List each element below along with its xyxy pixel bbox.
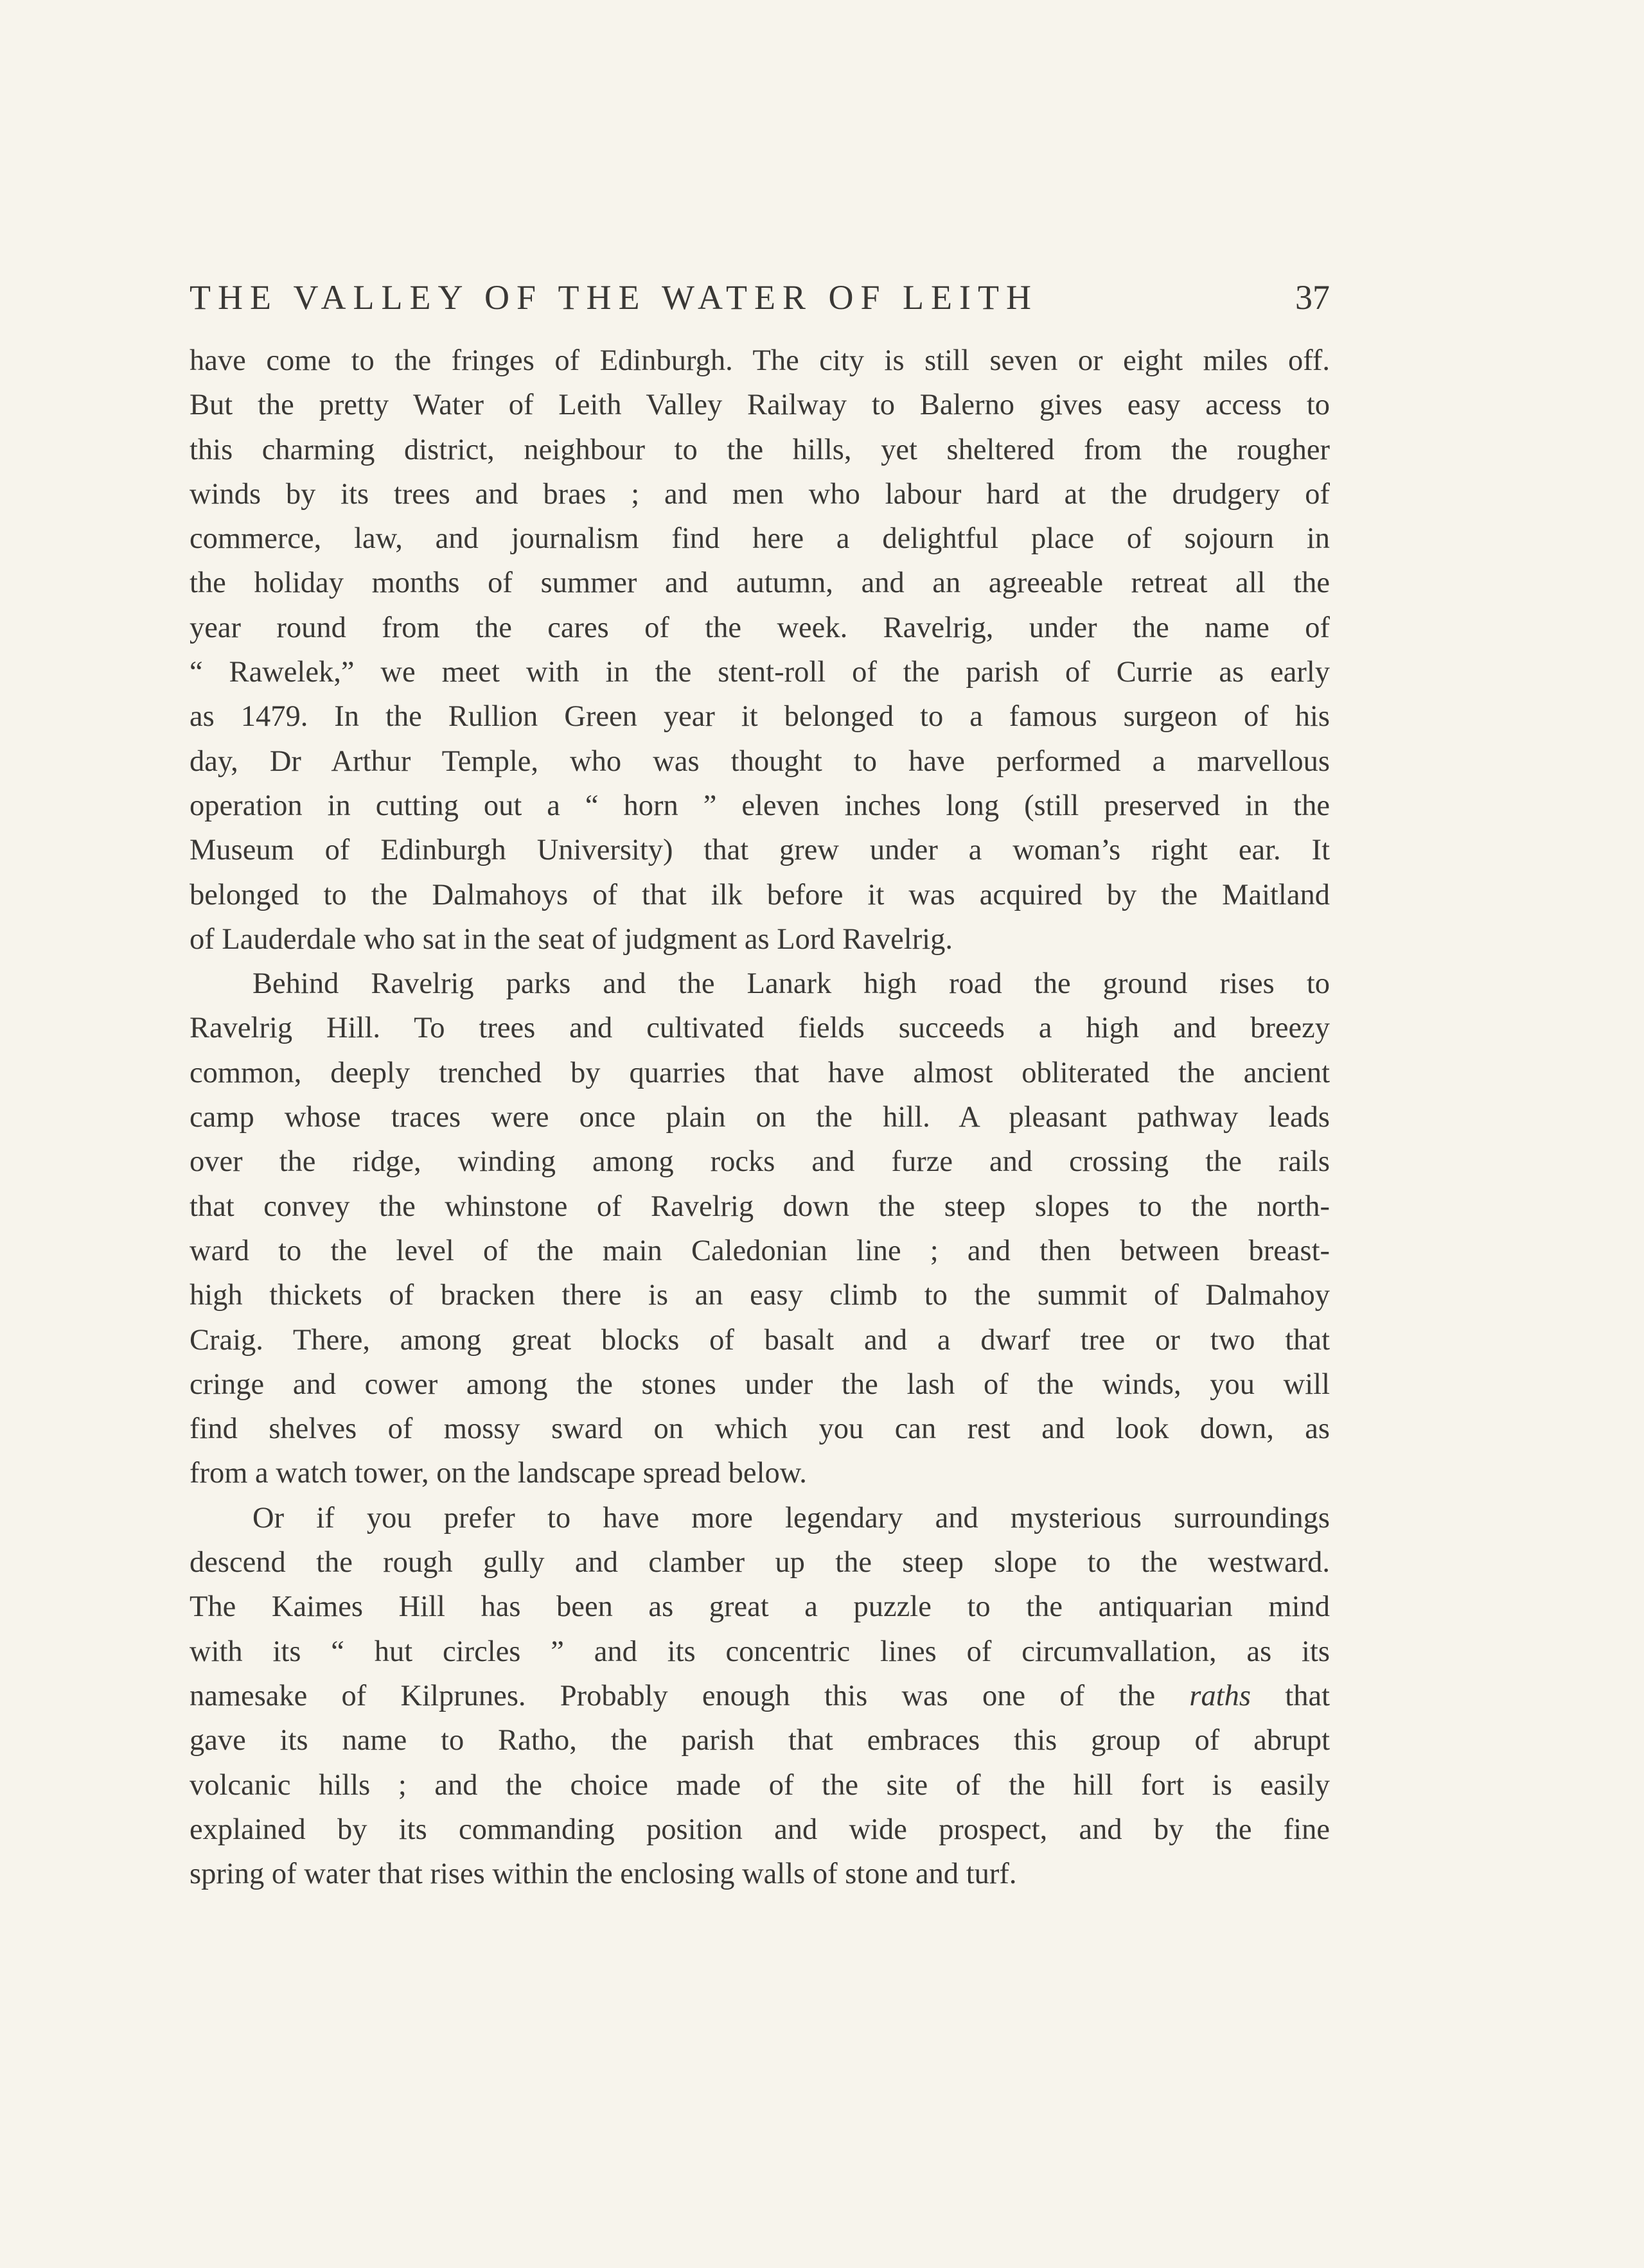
text-line: But the pretty Water of Leith Valley Railway to Balerno gives easy access to <box>190 389 1330 422</box>
text-line: have come to the fringes of Edinburgh. The city is still seven or eight miles off. <box>190 344 1330 377</box>
text-line: commerce, law, and journalism find here a delightful place of sojourn in <box>190 522 1330 556</box>
running-head <box>190 275 1330 320</box>
text-line: day, Dr Arthur Temple, who was thought to have performed a marvellous <box>190 744 1330 778</box>
text-line: volcanic hills ; and the choice made of the site of the hill fort is easily <box>190 1768 1330 1802</box>
text-line: spring of water that rises within the enclosing walls of stone and turf. <box>190 1858 1017 1891</box>
text-line <box>190 1674 1330 1718</box>
text-line: gave its name to Ratho, the parish that embraces this group of abrupt <box>190 1724 1330 1757</box>
text-line: with its “ hut circles ” and its concentric lines of circumvallation, as its <box>190 1635 1330 1668</box>
text-line: descend the rough gully and clamber up the steep slope to the westward. <box>190 1546 1330 1579</box>
text-line: operation in cutting out a “ horn ” eleven inches long (still preserved in the <box>190 789 1330 822</box>
text-line: winds by its trees and braes ; and men who labour hard at the drudgery of <box>190 477 1330 511</box>
text-line: Museum of Edinburgh University) that grew under a woman’s right ear. It <box>190 834 1330 867</box>
text-line: this charming district, neighbour to the hills, yet sheltered from the rougher <box>190 433 1330 466</box>
text-line: as 1479. In the Rullion Green year it belonged to a famous surgeon of his <box>190 700 1330 734</box>
text-line: the holiday months of summer and autumn, and an agreeable retreat all the <box>190 567 1330 600</box>
text-line: year round from the cares of the week. Ravelrig, under the name of <box>190 611 1330 644</box>
text-line: The Kaimes Hill has been as great a puzzle to the antiquarian mind <box>190 1590 1330 1624</box>
text-line: that convey the whinstone of Ravelrig down the steep slopes to the north- <box>190 1190 1330 1223</box>
page-number: 37 <box>1295 278 1330 317</box>
text-line: Or if you prefer to have more legendary and mysterious surroundings <box>252 1501 1330 1534</box>
text-line: “ Rawelek,” we meet with in the stent-roll of the parish of Currie as early <box>190 656 1330 689</box>
text-line: find shelves of mossy sward on which you can rest and look down, as <box>190 1412 1330 1446</box>
text-line: common, deeply trenched by quarries that have almost obliterated the ancient <box>190 1056 1330 1089</box>
text-line: over the ridge, winding among rocks and furze and crossing the rails <box>190 1145 1330 1179</box>
text-line: ward to the level of the main Caledonian line ; and then between breast- <box>190 1234 1330 1267</box>
text-segment: namesake of Kilprunes. Probably enough this was one of the <box>190 1679 1156 1712</box>
text-line: cringe and cower among the stones under the lash of the winds, you will <box>190 1367 1330 1401</box>
text-line: of Lauderdale who sat in the seat of judgment as Lord Ravelrig. <box>190 922 953 956</box>
text-line: Behind Ravelrig parks and the Lanark high road the ground rises to <box>252 967 1330 1001</box>
italic-word: raths <box>1189 1679 1251 1712</box>
text-line: Craig. There, among great blocks of basalt and a dwarf tree or two that <box>190 1323 1330 1357</box>
body-text <box>190 338 1330 1896</box>
running-title: THE VALLEY OF THE WATER OF LEITH <box>190 278 1038 317</box>
text-line: belonged to the Dalmahoys of that ilk before it was acquired by the Maitland <box>190 878 1330 911</box>
text-segment: that <box>1285 1679 1330 1712</box>
text-line: from a watch tower, on the landscape spread below. <box>190 1457 807 1490</box>
text-line: Ravelrig Hill. To trees and cultivated fields succeeds a high and breezy <box>190 1012 1330 1045</box>
text-line: camp whose traces were once plain on the hill. A pleasant pathway leads <box>190 1101 1330 1134</box>
text-line: explained by its commanding position and wide prospect, and by the fine <box>190 1813 1330 1846</box>
text-line: high thickets of bracken there is an easy climb to the summit of Dalmahoy <box>190 1279 1330 1312</box>
